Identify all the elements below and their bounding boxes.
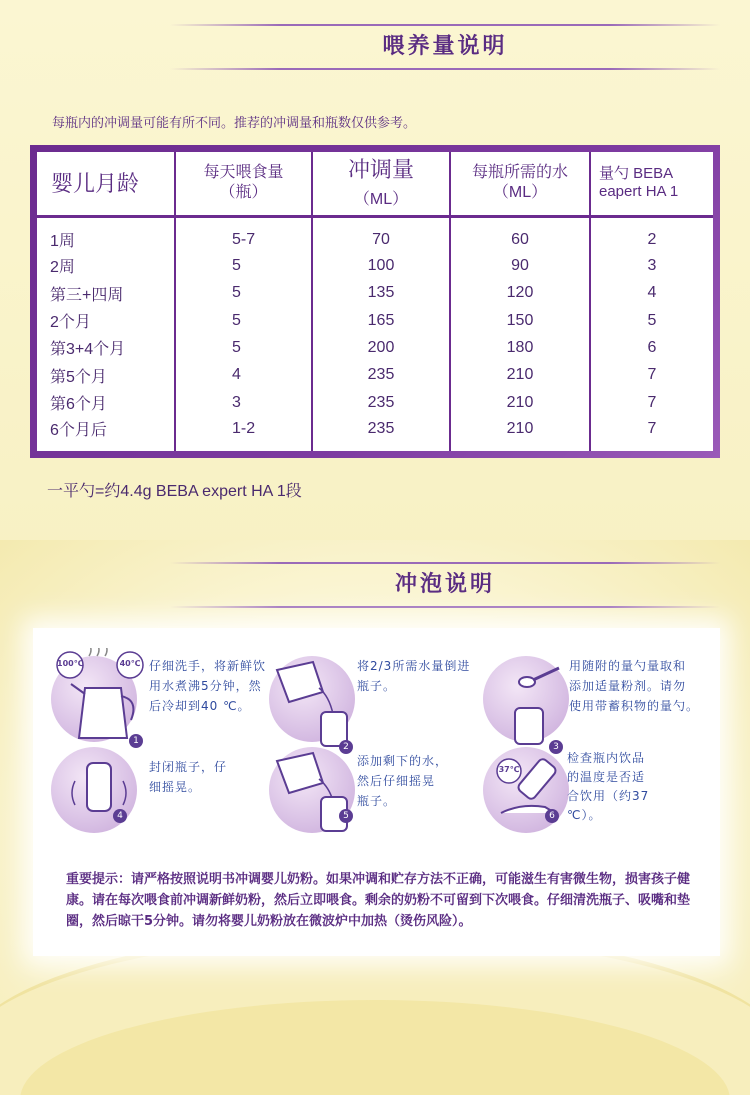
cell-scoops: 7 [647, 366, 657, 384]
cell-scoops: 4 [647, 284, 657, 302]
cell-scoops: 2 [647, 230, 657, 248]
step-text: 检查瓶内饮品 的温度是否适 合饮用（约37 ℃）。 [567, 751, 650, 822]
header-rule-bottom [170, 68, 720, 70]
table-row [37, 307, 713, 334]
cell-water: 210 [450, 362, 590, 389]
temp-boil-label: 100℃ [57, 659, 84, 668]
table-row [37, 389, 713, 416]
cell-scoops: 3 [647, 256, 657, 274]
feeding-section-title: 喂养量说明 [382, 34, 508, 59]
prep-section-header [170, 562, 720, 608]
cell-volume: 165 [312, 307, 450, 334]
step-text: 将2/3所需水量倒进 瓶子。 [357, 659, 471, 693]
feeding-section-header [170, 24, 720, 70]
cell-volume: 235 [312, 362, 450, 389]
feeding-note: 每瓶内的冲调量可能有所不同。推荐的冲调量和瓶数仅供参考。 [52, 116, 417, 131]
table-row [37, 280, 713, 307]
cell-age: 2个月 [37, 307, 175, 334]
pour-water-icon [273, 652, 363, 748]
cell-scoops: 7 [647, 419, 657, 437]
shake-bottle-icon [65, 751, 135, 837]
step-text: 用随附的量勺量取和 添加适量粉剂。请勿 使用带蓄积物的量勺。 [569, 659, 700, 713]
cell-feeds: 1-2 [175, 416, 312, 451]
cell-scoops: 5 [647, 311, 657, 329]
cell-age: 2周 [37, 252, 175, 279]
header-age: 婴儿月龄 [37, 152, 175, 216]
cell-volume: 235 [312, 416, 450, 451]
step-number: 1 [129, 734, 143, 748]
scoop-icon [493, 652, 573, 748]
step-number: 6 [545, 809, 559, 823]
table-row [37, 416, 713, 451]
cell-water: 120 [450, 280, 590, 307]
header-feeds: 每天喂食量 （瓶） [175, 152, 312, 216]
table-row [37, 252, 713, 279]
step-number: 4 [113, 809, 127, 823]
cell-volume: 200 [312, 334, 450, 361]
cell-age: 第3+4个月 [37, 334, 175, 361]
check-temperature-icon [487, 749, 577, 835]
step-text: 仔细洗手，将新鲜饮 用水煮沸5分钟，然 后冷却到40 ℃。 [149, 659, 267, 713]
cell-water: 210 [450, 389, 590, 416]
table-row [37, 334, 713, 361]
cell-feeds: 3 [175, 389, 312, 416]
cell-water: 90 [450, 252, 590, 279]
cell-age: 1周 [37, 216, 175, 252]
cell-age: 第6个月 [37, 389, 175, 416]
feeding-table-frame [30, 145, 720, 458]
cell-water: 210 [450, 416, 590, 451]
temp-check-label: 37℃ [498, 765, 520, 774]
cell-feeds: 5 [175, 252, 312, 279]
cell-volume: 235 [312, 389, 450, 416]
cell-scoops: 7 [647, 393, 657, 411]
cell-volume: 135 [312, 280, 450, 307]
cell-age: 第三+四周 [37, 280, 175, 307]
cell-age: 第5个月 [37, 362, 175, 389]
cell-feeds: 4 [175, 362, 312, 389]
cell-scoops: 6 [647, 338, 657, 356]
step-text: 封闭瓶子，仔 细摇晃。 [149, 760, 228, 794]
cell-feeds: 5 [175, 307, 312, 334]
feeding-table-body [37, 152, 713, 451]
safety-warning: 重要提示：请严格按照说明书冲调婴儿奶粉。如果冲调和贮存方法不正确，可能滋生有害微生物，损害孩子健康。请在每次喂食前冲调新鲜奶粉，然后立即喂食。剩余的奶粉不可留到下次喂食。仔细清洗瓶子、吸嘴和垫圈，然后晾干5分钟。请勿将婴儿奶粉放在微波炉中加热（烫伤风险）。 [66, 872, 691, 929]
cell-water: 180 [450, 334, 590, 361]
cell-volume: 100 [312, 252, 450, 279]
scoop-weight-note: 一平勺=约4.4g BEBA expert HA 1段 [47, 483, 302, 500]
header-volume: 冲调量 （ML） [312, 152, 450, 216]
header-rule-bottom [170, 606, 720, 608]
table-header-row [37, 152, 713, 216]
cell-water: 150 [450, 307, 590, 334]
cell-volume: 70 [312, 216, 450, 252]
header-water: 每瓶所需的水 （ML） [450, 152, 590, 216]
cell-feeds: 5-7 [175, 216, 312, 252]
cell-feeds: 5 [175, 334, 312, 361]
step-number: 5 [339, 809, 353, 823]
step-text: 添加剩下的水， 然后仔细摇晃 瓶子。 [357, 754, 449, 808]
step-number: 3 [549, 740, 563, 754]
feeding-table [37, 152, 713, 451]
table-row [37, 362, 713, 389]
add-water-icon [273, 747, 363, 837]
step-number: 2 [339, 740, 353, 754]
cell-age: 6个月后 [37, 416, 175, 451]
cell-feeds: 5 [175, 280, 312, 307]
header-scoops: 量勺 BEBA eapert HA 1 [590, 152, 713, 216]
temp-cool-label: 40℃ [119, 659, 141, 668]
table-row [37, 216, 713, 252]
cell-water: 60 [450, 216, 590, 252]
prep-section-title: 冲泡说明 [394, 572, 495, 597]
